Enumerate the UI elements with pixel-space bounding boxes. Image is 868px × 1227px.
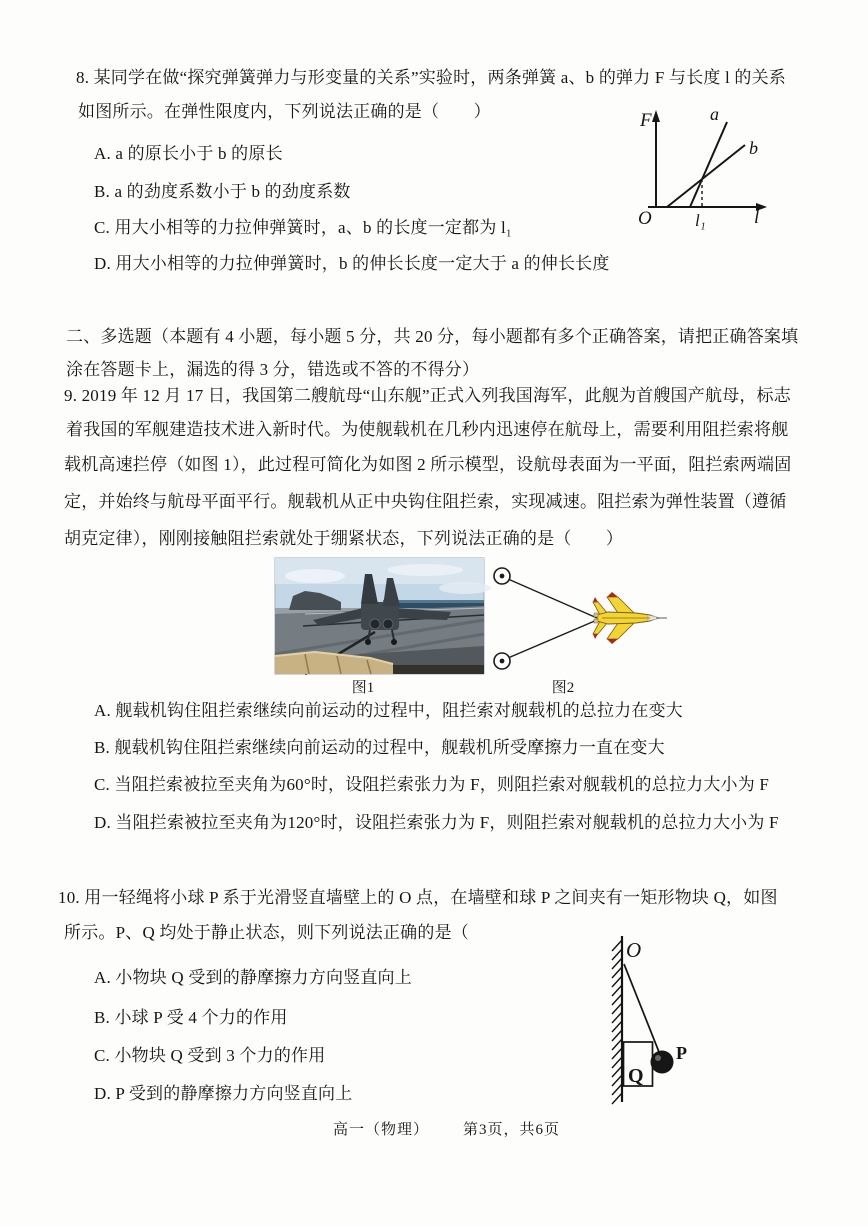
wall-hatching	[612, 940, 622, 1104]
q10-diagram	[588, 930, 713, 1110]
point-o-label: O	[626, 938, 642, 962]
fig1-carrier-photo	[275, 558, 484, 674]
graph-y-axis-label: F	[640, 110, 652, 131]
cable-upper	[508, 579, 597, 618]
graph-x-axis-label: l	[754, 207, 760, 228]
page-footer	[333, 1118, 560, 1139]
fig2-caption: 图2	[551, 680, 575, 696]
q9-option-d: D. 当阻拦索被拉至夹角为120°时，设阻拦索张力为 F，则阻拦索对舰载机的总拉力大小为 F	[94, 813, 779, 832]
graph-line-b-label: b	[749, 138, 758, 158]
q10-option-d: D. P 受到的静摩擦力方向竖直向上	[94, 1084, 353, 1103]
block-q-label: Q	[628, 1065, 644, 1087]
q10-stem-line-2: 所示。P、Q 均处于静止状态，则下列说法正确的是（	[64, 923, 469, 942]
q9-stem-line-3: 载机高速拦停（如图 1），此过程可简化为如图 2 所示模型，设航母表面为一平面，阻拦索两端固	[64, 455, 792, 474]
q10-option-c: C. 小物块 Q 受到 3 个力的作用	[94, 1046, 326, 1065]
jet-top-view	[593, 592, 667, 644]
q8-stem-line-1: 8. 某同学在做“探究弹簧弹力与形变量的关系”实验时，两条弹簧 a、b 的弹力 F 与长度 l 的关系	[76, 68, 787, 87]
footer-course: 高一（物理）	[333, 1122, 430, 1138]
fig2-model-diagram	[490, 560, 675, 672]
footer-page-number: 第3页，共6页	[463, 1122, 561, 1138]
q8-option-d: D. 用大小相等的力拉伸弹簧时，b 的伸长长度一定大于 a 的伸长长度	[94, 254, 610, 273]
cable-lower	[508, 620, 597, 658]
graph-origin-label: O	[638, 208, 652, 229]
q8-stem-line-2: 如图所示。在弹性限度内，下列说法正确的是（ ）	[78, 102, 491, 121]
q9-stem-line-1: 9. 2019 年 12 月 17 日，我国第二艘航母“山东舰”正式入列我国海军，此舰为首艘国产航母，标志	[64, 386, 791, 405]
q9-stem-line-2: 着我国的军舰建造技术进入新时代。为使舰载机在几秒内迅速停在航母上，需要利用阻拦索将舰	[66, 420, 789, 439]
q8-option-a: A. a 的原长小于 b 的原长	[94, 144, 283, 163]
q8-option-b: B. a 的劲度系数小于 b 的劲度系数	[94, 182, 351, 201]
q9-option-a: A. 舰载机钩住阻拦索继续向前运动的过程中，阻拦索对舰载机的总拉力在变大	[94, 701, 683, 720]
graph-line-a-label: a	[710, 104, 719, 124]
ball-p	[651, 1051, 674, 1074]
q9-stem-line-5: 胡克定律），刚刚接触阻拦索就处于绷紧状态，下列说法正确的是（ ）	[64, 529, 624, 548]
q10-option-a: A. 小物块 Q 受到的静摩擦力方向竖直向上	[94, 968, 412, 987]
q9-stem-line-4: 定，并始终与航母平面平行。舰载机从正中央钩住阻拦索，实现减速。阻拦索为弹性装置（遵循	[64, 492, 787, 511]
section2-heading-line-1: 二、多选题（本题有 4 小题，每小题 5 分，共 20 分，每小题都有多个正确答案，请把正确答案填	[66, 327, 799, 346]
q10-stem-line-1: 10. 用一轻绳将小球 P 系于光滑竖直墙壁上的 O 点，在墙壁和球 P 之间夹有一矩形物块 Q，如图	[58, 888, 778, 907]
graph-x-mark-label: l₁	[695, 211, 706, 230]
q8-graph	[628, 100, 788, 240]
q10-option-b: B. 小球 P 受 4 个力的作用	[94, 1008, 288, 1027]
fig1-caption: 图1	[351, 680, 375, 696]
graph-line-b	[667, 145, 745, 207]
q9-option-c: C. 当阻拦索被拉至夹角为60°时，设阻拦索张力为 F，则阻拦索对舰载机的总拉力大小为 F	[94, 775, 770, 794]
section2-heading-line-2: 涂在答题卡上，漏选的得 3 分，错选或不答的不得分）	[66, 360, 480, 379]
ball-p-label: P	[676, 1043, 687, 1063]
string-line	[624, 964, 659, 1052]
q9-option-b: B. 舰载机钩住阻拦索继续向前运动的过程中，舰载机所受摩擦力一直在变大	[94, 738, 665, 757]
q8-option-c: C. 用大小相等的力拉伸弹簧时，a、b 的长度一定都为 l₁	[94, 218, 513, 237]
